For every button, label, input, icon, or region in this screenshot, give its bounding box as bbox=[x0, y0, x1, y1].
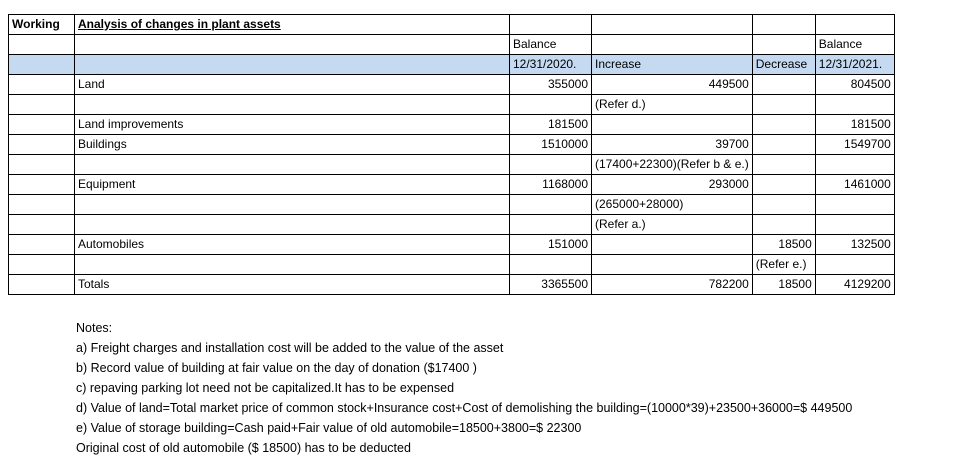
balance-header-2021: Balance bbox=[815, 35, 894, 55]
automobiles-decrease: 18500 bbox=[752, 235, 815, 255]
note-original-cost: Original cost of old automobile ($ 18500) has to be deducted bbox=[76, 441, 411, 455]
equipment-balance-2020: 1168000 bbox=[510, 175, 592, 195]
balance-date-2021: 12/31/2021. bbox=[815, 55, 894, 75]
totals-label: Totals bbox=[75, 275, 510, 295]
notes-section bbox=[76, 318, 852, 458]
table-row bbox=[9, 95, 895, 115]
automobiles-balance-2021: 132500 bbox=[815, 235, 894, 255]
note-e: e) Value of storage building=Cash paid+Fair value of old automobile=18500+3800=$ 22300 bbox=[76, 421, 582, 435]
totals-balance-2020: 3365500 bbox=[510, 275, 592, 295]
buildings-note: (17400+22300)(Refer b & e.) bbox=[592, 155, 753, 175]
buildings-label: Buildings bbox=[75, 135, 510, 155]
table-row bbox=[9, 275, 895, 295]
buildings-balance-2021: 1549700 bbox=[815, 135, 894, 155]
land-note: (Refer d.) bbox=[592, 95, 753, 115]
equipment-note-breakdown: (265000+28000) bbox=[592, 195, 753, 215]
automobiles-note: (Refer e.) bbox=[752, 255, 815, 275]
table-row bbox=[9, 215, 895, 235]
land-label: Land bbox=[75, 75, 510, 95]
note-c: c) repaving parking lot need not be capitalized.It has to be expensed bbox=[76, 381, 455, 395]
table-title: Analysis of changes in plant assets bbox=[75, 15, 510, 35]
note-d: d) Value of land=Total market price of common stock+Insurance cost+Cost of demolishing the building=(10000*39)+23500+36000=$ 449500 bbox=[76, 401, 853, 415]
equipment-label: Equipment bbox=[75, 175, 510, 195]
land-improvements-balance-2020: 181500 bbox=[510, 115, 592, 135]
automobiles-balance-2020: 151000 bbox=[510, 235, 592, 255]
land-improvements-label: Land improvements bbox=[75, 115, 510, 135]
table-row bbox=[9, 115, 895, 135]
equipment-increase: 293000 bbox=[592, 175, 753, 195]
table-row bbox=[9, 35, 895, 55]
table-row bbox=[9, 15, 895, 35]
table-row bbox=[9, 235, 895, 255]
table-row bbox=[9, 155, 895, 175]
balance-date-2020: 12/31/2020. bbox=[510, 55, 592, 75]
totals-increase: 782200 bbox=[592, 275, 753, 295]
table-row bbox=[9, 195, 895, 215]
land-balance-2020: 355000 bbox=[510, 75, 592, 95]
table-row bbox=[9, 135, 895, 155]
totals-balance-2021: 4129200 bbox=[815, 275, 894, 295]
balance-header-2020: Balance bbox=[510, 35, 592, 55]
note-a: a) Freight charges and installation cost will be added to the value of the asset bbox=[76, 341, 504, 355]
land-increase: 449500 bbox=[592, 75, 753, 95]
working-label: Working bbox=[9, 15, 75, 35]
increase-header: Increase bbox=[592, 55, 753, 75]
land-improvements-balance-2021: 181500 bbox=[815, 115, 894, 135]
buildings-increase: 39700 bbox=[592, 135, 753, 155]
table-row bbox=[9, 75, 895, 95]
decrease-header: Decrease bbox=[752, 55, 815, 75]
equipment-note-refer: (Refer a.) bbox=[592, 215, 753, 235]
notes-heading: Notes: bbox=[76, 321, 113, 335]
table-row bbox=[9, 175, 895, 195]
table-row bbox=[9, 55, 895, 75]
land-balance-2021: 804500 bbox=[815, 75, 894, 95]
buildings-balance-2020: 1510000 bbox=[510, 135, 592, 155]
automobiles-label: Automobiles bbox=[75, 235, 510, 255]
totals-decrease: 18500 bbox=[752, 275, 815, 295]
table-row bbox=[9, 255, 895, 275]
plant-assets-table bbox=[8, 14, 895, 295]
note-b: b) Record value of building at fair value on the day of donation ($17400 ) bbox=[76, 361, 477, 375]
equipment-balance-2021: 1461000 bbox=[815, 175, 894, 195]
